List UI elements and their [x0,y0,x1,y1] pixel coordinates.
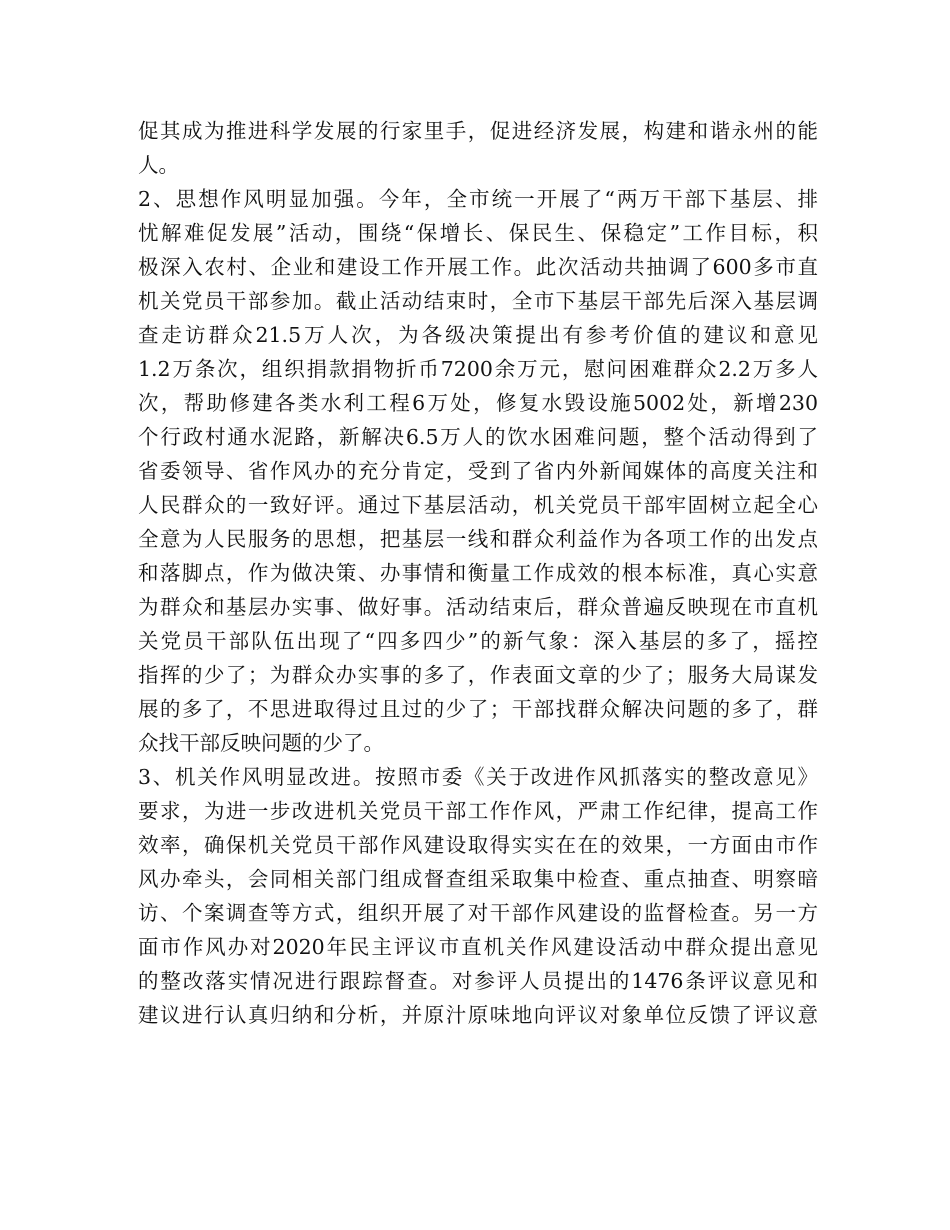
text-line: 访、个案调查等方式，组织开展了对干部作风建设的监督检查。另一方 [138,901,818,925]
text-line: 指挥的少了；为群众办实事的多了，作表面文章的少了；服务大局谋发 [138,663,818,687]
text-line: 风办牵头，会同相关部门组成督查组采取集中检查、重点抽查、明察暗 [138,867,818,891]
text-line: 众找干部反映问题的少了。 [138,731,384,755]
text-line: 查走访群众21.5万人次，为各级决策提出有参考价值的建议和意见 [138,323,818,347]
text-line: 关党员干部队伍出现了“四多四少”的新气象：深入基层的多了，摇控 [138,629,818,653]
text-line: 1.2万条次，组织捐款捐物折币7200余万元，慰问困难群众2.2万多人 [138,357,818,381]
text-line: 次，帮助修建各类水利工程6万处，修复水毁设施5002处，新增230 [138,391,818,415]
text-line: 为群众和基层办实事、做好事。活动结束后，群众普遍反映现在市直机 [138,595,818,619]
text-line: 展的多了，不思进取得过且过的少了；干部找群众解决问题的多了，群 [138,697,818,721]
text-line: 忧解难促发展”活动，围绕“保增长、保民生、保稳定”工作目标，积 [138,221,818,245]
text-line: 效率，确保机关党员干部作风建设取得实实在在的效果，一方面由市作 [138,833,818,857]
text-line: 极深入农村、企业和建设工作开展工作。此次活动共抽调了600多市直 [138,255,818,279]
text-line: 省委领导、省作风办的充分肯定，受到了省内外新闻媒体的高度关注和 [138,459,818,483]
text-line: 促其成为推进科学发展的行家里手，促进经济发展，构建和谐永州的能 [138,119,818,143]
text-line: 个行政村通水泥路，新解决6.5万人的饮水困难问题，整个活动得到了 [138,425,818,449]
text-line: 和落脚点，作为做决策、办事情和衡量工作成效的根本标准，真心实意 [138,561,818,585]
text-line: 建议进行认真归纳和分析，并原汁原味地向评议对象单位反馈了评议意 [138,1003,818,1027]
text-line: 2、思想作风明显加强。今年，全市统一开展了“两万干部下基层、排 [138,187,818,211]
text-line: 人民群众的一致好评。通过下基层活动，机关党员干部牢固树立起全心 [138,493,818,517]
text-line: 全意为人民服务的思想，把基层一线和群众利益作为各项工作的出发点 [138,527,818,551]
text-line: 人。 [138,153,179,177]
text-line: 机关党员干部参加。截止活动结束时，全市下基层干部先后深入基层调 [138,289,818,313]
text-line: 的整改落实情况进行跟踪督查。对参评人员提出的1476条评议意见和 [138,969,818,993]
text-line: 3、机关作风明显改进。按照市委《关于改进作风抓落实的整改意见》 [138,765,818,789]
text-line: 面市作风办对2020年民主评议市直机关作风建设活动中群众提出意见 [138,935,818,959]
document-body [138,114,818,1032]
text-line: 要求，为进一步改进机关党员干部工作作风，严肃工作纪律，提高工作 [138,799,818,823]
